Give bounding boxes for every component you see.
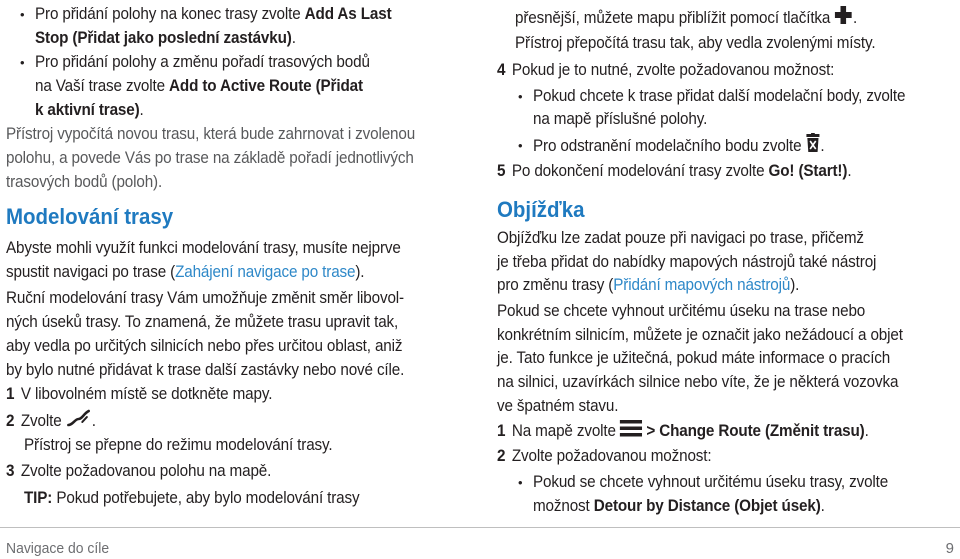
link-zahajeni-navigace[interactable]: Zahájení navigace po trase — [175, 263, 356, 281]
step-5: 5 Po dokončení modelování trasy zvolte Go! (Start!). — [497, 162, 852, 180]
paragraph-line: ných úseků trasy. To znamená, že můžete trasu upravit tak, — [6, 313, 399, 331]
step-4: 4 Pokud je to nutné, zvolte požadovanou možnost: — [497, 61, 835, 79]
bullet-add-shaping-points: Pokud chcete k trase přidat další modelační body, zvolte — [533, 87, 906, 105]
page-number: 9 — [945, 540, 954, 557]
route-shaping-icon[interactable] — [66, 408, 92, 435]
bullet-add-to-route-cont2: k aktivní trase). — [35, 101, 144, 119]
zoom-line: přesnější, můžete mapu přiblížit pomocí tlačítka . — [515, 5, 857, 32]
paragraph-line: Objížďku lze zadat pouze při navigaci po trase, přičemž — [497, 229, 864, 247]
step-2: 2 Zvolte . — [6, 408, 96, 435]
paragraph-line: by bylo nutné přidávat k trase další zastávky nebo nové cíle. — [6, 361, 405, 379]
section-heading-objizdka: Objížďka — [497, 197, 585, 222]
paragraph-line: polohu, a povede Vás po trase na základě pořadí jednotlivých — [6, 149, 414, 167]
detour-step-2: 2 Zvolte požadovanou možnost: — [497, 447, 712, 465]
paragraph-line: na silnici, uzavírkách silnice nebo víte, že je některá vozovka — [497, 373, 899, 391]
delete-icon[interactable] — [806, 133, 821, 160]
page-footer — [0, 527, 960, 559]
bullet-marker: • — [20, 55, 25, 70]
bullet-remove-shaping-point: Pro odstranění modelačního bodu zvolte . — [533, 133, 824, 160]
detour-step-1: 1 Na mapě zvolte > Change Route (Změnit trasu). — [497, 418, 869, 445]
section-heading-modelovani: Modelování trasy — [6, 204, 174, 229]
bullet-detour-by-distance: Pokud se chcete vyhnout určitému úseku trasy, zvolte — [533, 473, 889, 491]
step-3: 3 Zvolte požadovanou polohu na mapě. — [6, 462, 272, 480]
tip: TIP: Pokud potřebujete, aby bylo modelování trasy — [24, 489, 360, 507]
bullet-add-as-last-cont: Stop (Přidat jako poslední zastávku). — [35, 29, 296, 47]
bullet-marker: • — [20, 7, 25, 22]
bullet-marker: • — [518, 475, 523, 490]
paragraph-line: konkrétním silnicím, můžete je označit jako nežádoucí a objet — [497, 326, 903, 344]
bullet-add-to-route-cont: na Vaší trase zvolte Add to Active Route (Přidat — [35, 77, 363, 95]
paragraph-line: je třeba přidat do nabídky mapových nástrojů také nástroj — [497, 253, 877, 271]
menu-icon[interactable] — [620, 418, 642, 445]
paragraph-line: Pokud se chcete vyhnout určitému úseku na trase nebo — [497, 302, 866, 320]
link-pridani-mapovych-nastroju[interactable]: Přidání mapových nástrojů — [613, 276, 791, 294]
paragraph-line: Ruční modelování trasy Vám umožňuje změnit směr libovol- — [6, 289, 404, 307]
plus-icon[interactable] — [834, 5, 853, 32]
bullet-marker: • — [518, 89, 523, 104]
paragraph-line: spustit navigaci po trase (Zahájení navigace po trase). — [6, 263, 365, 281]
footer-section-title: Navigace do cíle — [6, 540, 110, 557]
paragraph-line: Přístroj přepočítá trasu tak, aby vedla zvolenými místy. — [515, 34, 876, 52]
paragraph-line: Abyste mohli využít funkci modelování trasy, musíte nejprve — [6, 239, 401, 257]
bullet-add-as-last: Pro přidání polohy na konec trasy zvolte Add As Last — [35, 5, 392, 23]
paragraph-line: trasových bodů (poloh). — [6, 173, 163, 191]
paragraph-line: pro změnu trasy (Přidání mapových nástrojů). — [497, 276, 800, 294]
bullet-add-shaping-points-cont: na mapě příslušné polohy. — [533, 110, 708, 128]
step-1: 1 V libovolném místě se dotkněte mapy. — [6, 385, 273, 403]
step-2-note: Přístroj se přepne do režimu modelování trasy. — [24, 436, 333, 454]
paragraph-line: ve špatném stavu. — [497, 397, 619, 415]
bullet-add-to-route: Pro přidání polohy a změnu pořadí trasových bodů — [35, 53, 370, 71]
paragraph-line: aby vedla po určitých silnicích nebo přes určitou oblast, aniž — [6, 337, 403, 355]
paragraph-line: je. Tato funkce je užitečná, pokud máte informace o pracích — [497, 349, 891, 367]
bullet-marker: • — [518, 138, 523, 153]
paragraph-line: Přístroj vypočítá novou trasu, která bude zahrnovat i zvolenou — [6, 125, 416, 143]
bullet-detour-by-distance-cont: možnost Detour by Distance (Objet úsek). — [533, 497, 825, 515]
